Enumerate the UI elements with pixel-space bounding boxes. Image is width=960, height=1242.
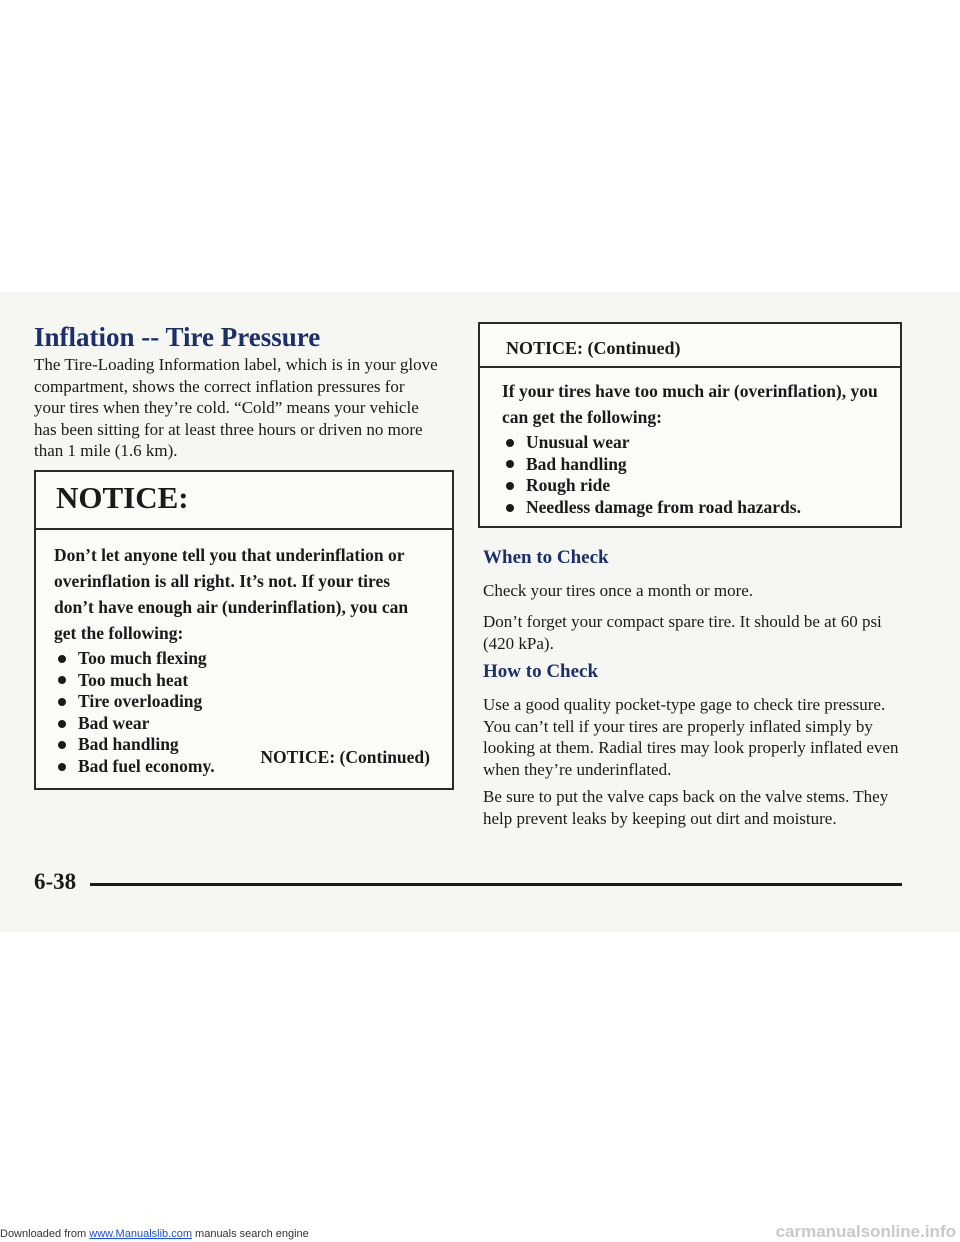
when-to-check-paragraph-1: Check your tires once a month or more. xyxy=(483,581,754,600)
bullet-icon xyxy=(58,741,66,749)
bullet-icon xyxy=(58,720,66,728)
manualslib-link[interactable]: www.Manualslib.com xyxy=(89,1228,192,1240)
list-item: Unusual wear xyxy=(502,432,880,454)
how-to-check-paragraph-1: Use a good quality pocket-type gage to check tire pressure. You can’t tell if your tires are properly inflated simply by looking at them. Radial tires may look properly inflated even when they’re underinflated. xyxy=(483,695,899,779)
notice-box-left xyxy=(34,470,454,790)
watermark-text: carmanualsonline.info xyxy=(775,1222,956,1241)
footer-rule xyxy=(90,883,902,886)
bullet-icon xyxy=(506,482,514,490)
bullet-icon xyxy=(506,439,514,447)
bullet-icon xyxy=(58,655,66,663)
page-number: 6-38 xyxy=(34,869,77,894)
bullet-icon xyxy=(506,504,514,512)
bullet-icon xyxy=(506,460,514,468)
list-item: Rough ride xyxy=(502,475,880,497)
how-to-check-paragraph-2: Be sure to put the valve caps back on the valve stems. They help prevent leaks by keeping out dirt and moisture. xyxy=(483,787,889,828)
how-to-check-heading: How to Check xyxy=(483,661,599,682)
list-item: Tire overloading xyxy=(54,691,434,713)
bullet-icon xyxy=(58,763,66,771)
list-item: Bad fuel economy. xyxy=(54,756,434,778)
notice-box-right xyxy=(478,322,902,528)
when-to-check-heading: When to Check xyxy=(483,547,609,568)
section-title: Inflation -- Tire Pressure xyxy=(34,322,321,352)
notice-lead-text: Don’t let anyone tell you that underinflation or overinflation is all right. It’s not. If your tires don’t have enough air (underinflation), you can get the following: xyxy=(54,545,409,643)
overinflation-list xyxy=(502,432,880,518)
download-footer: Downloaded from www.Manualslib.com manuals search engine xyxy=(0,1228,309,1240)
notice-continued-label: NOTICE: (Continued) xyxy=(260,747,430,767)
notice-heading-continued: NOTICE: (Continued) xyxy=(480,324,900,368)
notice-lead-text: If your tires have too much air (overinflation), you can get the following: xyxy=(502,381,878,427)
list-item: Too much heat xyxy=(54,670,434,692)
list-item: Bad handling xyxy=(54,734,434,756)
list-item: Bad handling xyxy=(502,454,880,476)
list-item: Bad wear xyxy=(54,713,434,735)
list-item: Too much flexing xyxy=(54,648,434,670)
bullet-icon xyxy=(58,698,66,706)
notice-heading: NOTICE: xyxy=(36,472,452,530)
bullet-icon xyxy=(58,676,66,684)
when-to-check-paragraph-2: Don’t forget your compact spare tire. It should be at 60 psi (420 kPa). xyxy=(483,612,882,653)
list-item: Needless damage from road hazards. xyxy=(502,497,880,519)
intro-paragraph: The Tire-Loading Information label, which is in your glove compartment, shows the correct inflation pressures for your tires when they’re cold. “Cold” means your vehicle has been sitting for at least three hours or driven no more than 1 mile (1.6 km). xyxy=(34,355,438,460)
